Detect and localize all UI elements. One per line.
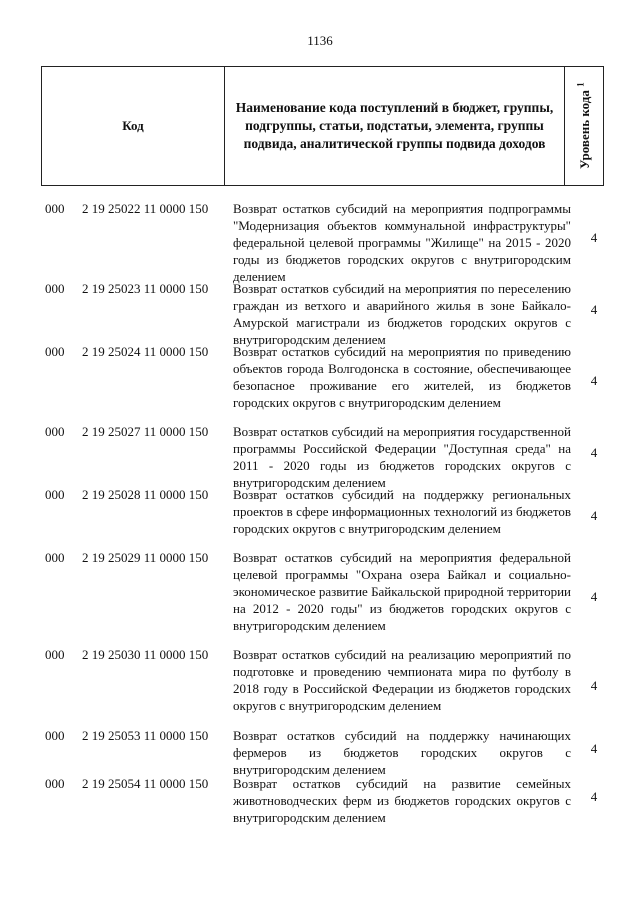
- row-name: Возврат остатков субсидий на развитие семейных животноводческих ферм из бюджетов городских округов с внутригородским делением: [233, 776, 571, 825]
- row-admin-code: 000: [45, 550, 65, 565]
- row-code: 2 19 25027 11 0000 150: [82, 424, 209, 439]
- row-admin-code: 000: [45, 728, 65, 743]
- row-name: Возврат остатков субсидий на мероприятия подпрограммы "Модернизация объектов коммунальной инфраструктуры" федеральной целевой программы "Жилище" на 2015 - 2020 годы из бюджетов городских округов с внутригородским делением: [233, 201, 571, 284]
- row-level: 4: [590, 508, 598, 523]
- row-level: 4: [590, 302, 598, 317]
- row-name: Возврат остатков субсидий на поддержку региональных проектов в сфере информационных технологий из бюджетов городских округов с внутригородским делением: [233, 487, 571, 536]
- row-level: 4: [590, 445, 598, 460]
- row-code: 2 19 25023 11 0000 150: [82, 281, 209, 296]
- row-level: 4: [590, 589, 598, 604]
- row-name: Возврат остатков субсидий на мероприятия по переселению граждан из ветхого и аварийного жилья в зоне Байкало-Амурской магистрали из бюджетов городских округов с внутригородским делением: [233, 281, 571, 347]
- row-code: 2 19 25028 11 0000 150: [82, 487, 209, 502]
- row-admin-code: 000: [45, 487, 65, 502]
- header-level: [575, 83, 592, 170]
- row-level: 4: [590, 373, 598, 388]
- row-name: Возврат остатков субсидий на мероприятия по приведению объектов города Волгодонска в состояние, обеспечивающее безопасное проживание его жителей, из бюджетов городских округов с внутригородским делением: [233, 344, 571, 410]
- row-code: 2 19 25024 11 0000 150: [82, 344, 209, 359]
- row-level: 4: [590, 789, 598, 804]
- header-name: Наименование кода поступлений в бюджет, группы, подгруппы, статьи, подстатьи, элемента, группы подвида, аналитической группы подвида доходов: [225, 67, 565, 185]
- row-name: Возврат остатков субсидий на поддержку начинающих фермеров из бюджетов городских округов с внутригородским делением: [233, 728, 571, 777]
- row-code: 2 19 25053 11 0000 150: [82, 728, 209, 743]
- row-level: 4: [590, 741, 598, 756]
- row-name: Возврат остатков субсидий на мероприятия федеральной целевой программы "Охрана озера Байкал и социально-экономическое развитие Байкальской природной территории на 2012 - 2020 годы" из бюджетов городских округов с внутригородским делением: [233, 550, 571, 633]
- row-admin-code: 000: [45, 281, 65, 296]
- table-header: [41, 66, 604, 186]
- header-code: Код: [42, 67, 225, 185]
- row-admin-code: 000: [45, 647, 65, 662]
- header-level-footnote: 1: [575, 82, 586, 88]
- row-admin-code: 000: [45, 201, 65, 216]
- row-name: Возврат остатков субсидий на реализацию мероприятий по подготовке и проведению чемпионата мира по футболу в 2018 году в Российской Федерации из бюджетов городских округов с внутригородским делением: [233, 647, 571, 713]
- row-level: 4: [590, 230, 598, 245]
- row-admin-code: 000: [45, 344, 65, 359]
- row-admin-code: 000: [45, 776, 65, 791]
- page-number: 1136: [307, 33, 333, 48]
- row-name: Возврат остатков субсидий на мероприятия государственной программы Российской Федерации "Доступная среда" на 2011 - 2020 годы из бюджетов городских округов с внутригородским делением: [233, 424, 571, 490]
- row-code: 2 19 25029 11 0000 150: [82, 550, 209, 565]
- header-level-text: Уровень кода: [576, 90, 592, 170]
- row-code: 2 19 25030 11 0000 150: [82, 647, 209, 662]
- row-admin-code: 000: [45, 424, 65, 439]
- row-level: 4: [590, 678, 598, 693]
- row-code: 2 19 25022 11 0000 150: [82, 201, 209, 216]
- header-level-cell: [565, 67, 603, 185]
- row-code: 2 19 25054 11 0000 150: [82, 776, 209, 791]
